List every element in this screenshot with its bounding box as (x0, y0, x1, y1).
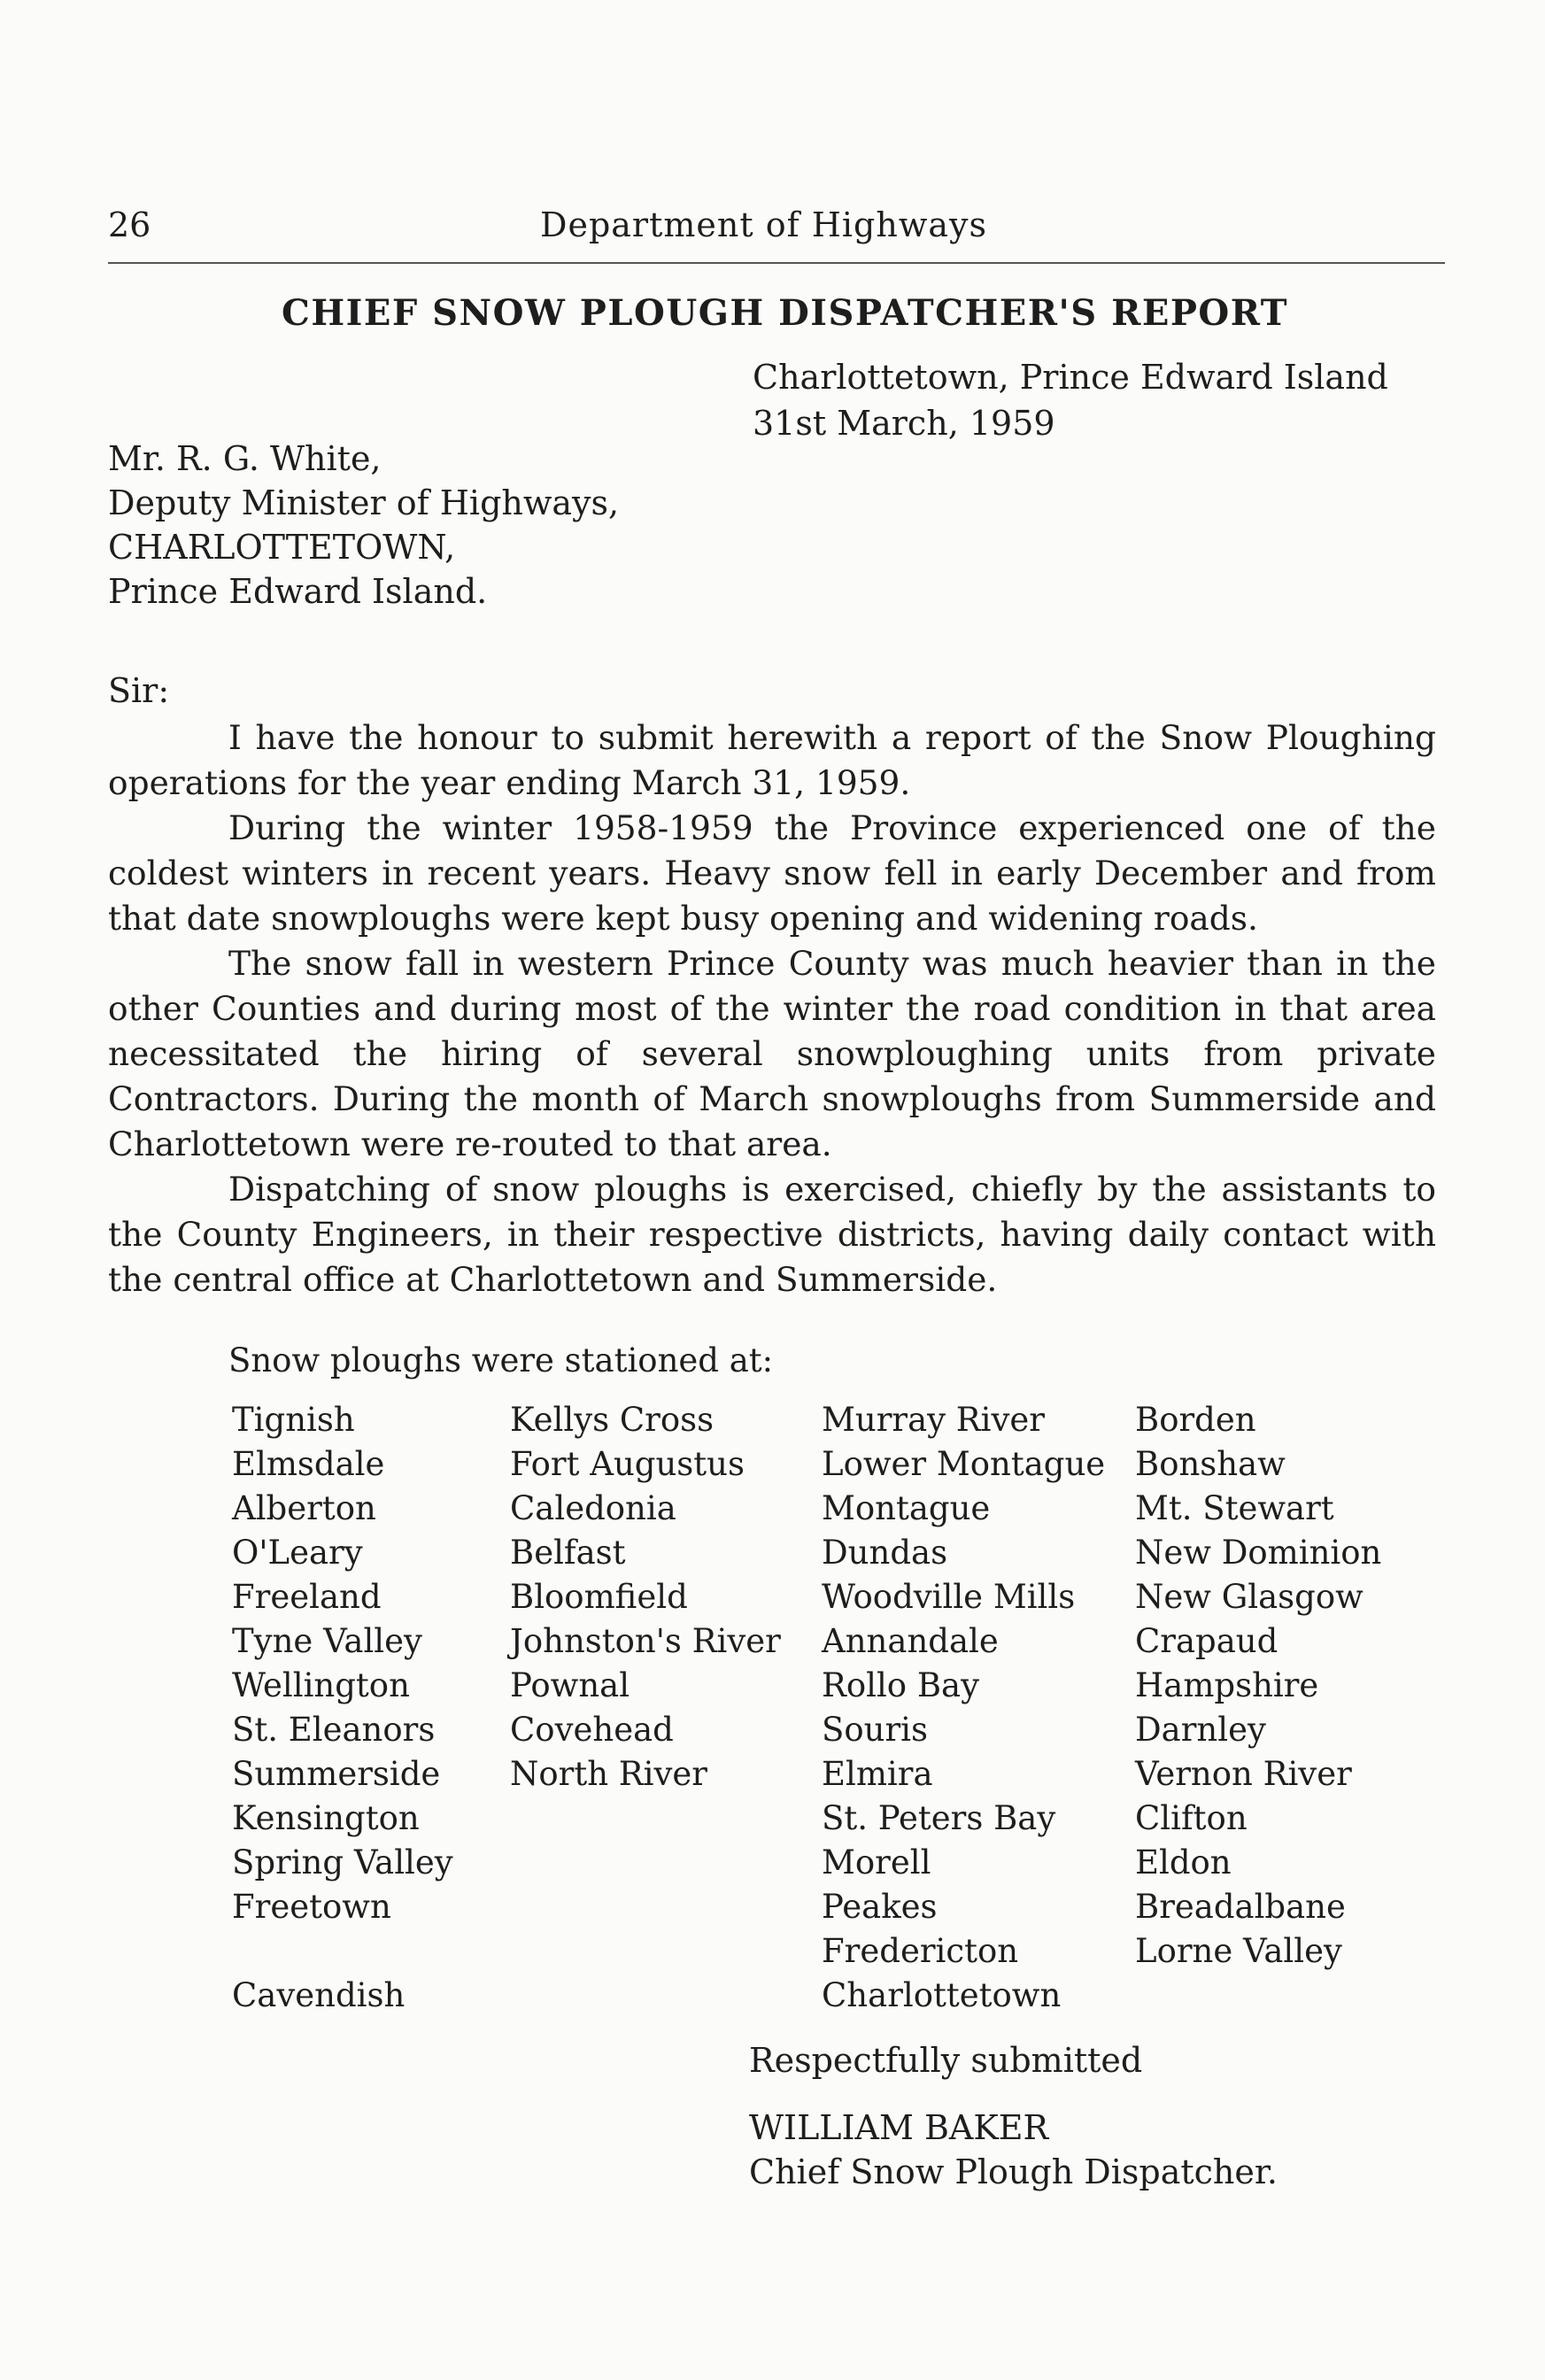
dateline-place: Charlottetown, Prince Edward Island (753, 358, 1388, 397)
addressee-line: Mr. R. G. White, (108, 439, 382, 478)
station-name: Fort Augustus (510, 1445, 745, 1483)
station-name: Annandale (822, 1622, 999, 1660)
station-name: New Dominion (1135, 1534, 1382, 1572)
station-name: Bloomfield (510, 1578, 688, 1616)
station-name: Hampshire (1135, 1666, 1319, 1704)
station-name: Elmsdale (232, 1445, 385, 1483)
station-name: Bonshaw (1135, 1445, 1286, 1483)
station-name: Elmira (822, 1755, 933, 1793)
header-rule (108, 262, 1445, 264)
station-name: Mt. Stewart (1135, 1489, 1334, 1527)
station-name: Woodville Mills (822, 1578, 1076, 1616)
report-title: CHIEF SNOW PLOUGH DISPATCHER'S REPORT (282, 292, 1289, 334)
station-name: Fredericton (822, 1932, 1019, 1970)
station-name: Eldon (1135, 1843, 1232, 1882)
body-paragraph: During the winter 1958-1959 the Province experienced one of the coldest winters in recent years. Heavy snow fell in early December and from that date snowploughs were kept busy opening and widening roads. (108, 808, 1436, 938)
station-name: Dundas (822, 1534, 948, 1572)
station-name: Souris (822, 1711, 928, 1749)
station-name: Spring Valley (232, 1843, 453, 1882)
station-name: Tignish (232, 1401, 355, 1439)
addressee-line: Prince Edward Island. (108, 572, 488, 611)
station-name: St. Eleanors (232, 1711, 436, 1749)
station-name: Borden (1135, 1401, 1256, 1439)
body-paragraph: The snow fall in western Prince County was much heavier than in the other Counties and during most of the winter the road condition in that area necessitated the hiring of several snowploughing units from private Contractors. During the month of March snowploughs from Summerside and Charlottetown were re-routed to that area. (108, 944, 1436, 1163)
signoff-closing: Respectfully submitted (749, 2041, 1143, 2080)
signoff-title: Chief Snow Plough Dispatcher. (749, 2152, 1278, 2191)
station-name: Montague (822, 1489, 991, 1527)
station-name: Darnley (1135, 1711, 1266, 1749)
station-name: Crapaud (1135, 1622, 1278, 1660)
station-name: Lorne Valley (1135, 1932, 1342, 1970)
station-name: Charlottetown (822, 1976, 1062, 2014)
station-name: Kensington (232, 1799, 420, 1837)
body-paragraph: I have the honour to submit herewith a report of the Snow Ploughing operations for the year ending March 31, 1959. (108, 718, 1436, 802)
salutation: Sir: (108, 671, 170, 710)
station-name: Caledonia (510, 1489, 676, 1527)
signoff-name: WILLIAM BAKER (749, 2108, 1049, 2147)
body-paragraph: Dispatching of snow ploughs is exercised, chiefly by the assistants to the County Engineers, in their respective districts, having daily contact with the central office at Charlottetown and Summerside. (108, 1170, 1436, 1299)
station-name: Wellington (232, 1666, 410, 1704)
station-name: North River (510, 1755, 707, 1793)
station-name: Peakes (822, 1888, 938, 1926)
station-name: O'Leary (232, 1534, 363, 1572)
station-name: Rollo Bay (822, 1666, 979, 1704)
station-name: Freetown (232, 1888, 391, 1926)
station-name: St. Peters Bay (822, 1799, 1056, 1837)
addressee-line: CHARLOTTETOWN, (108, 528, 456, 567)
running-title: Department of Highways (540, 205, 987, 244)
station-name: Alberton (232, 1489, 376, 1527)
station-name: Breadalbane (1135, 1888, 1346, 1926)
station-name: Vernon River (1135, 1755, 1352, 1793)
station-name: Murray River (822, 1401, 1045, 1439)
station-name: Pownal (510, 1666, 630, 1704)
station-name: Summerside (232, 1755, 441, 1793)
station-name: Tyne Valley (232, 1622, 422, 1660)
station-name: Belfast (510, 1534, 626, 1572)
station-name: Cavendish (232, 1976, 406, 2014)
station-name: Morell (822, 1843, 931, 1882)
station-name: Johnston's River (510, 1622, 781, 1660)
stationed-intro: Snow ploughs were stationed at: (228, 1341, 774, 1379)
station-name: Covehead (510, 1711, 674, 1749)
station-name: New Glasgow (1135, 1578, 1363, 1616)
station-name: Lower Montague (822, 1445, 1106, 1483)
addressee-line: Deputy Minister of Highways, (108, 483, 620, 522)
station-name: Clifton (1135, 1799, 1248, 1837)
station-name: Kellys Cross (510, 1401, 715, 1439)
page-number: 26 (108, 205, 151, 244)
station-name: Freeland (232, 1578, 382, 1616)
dateline-date: 31st March, 1959 (753, 404, 1055, 443)
